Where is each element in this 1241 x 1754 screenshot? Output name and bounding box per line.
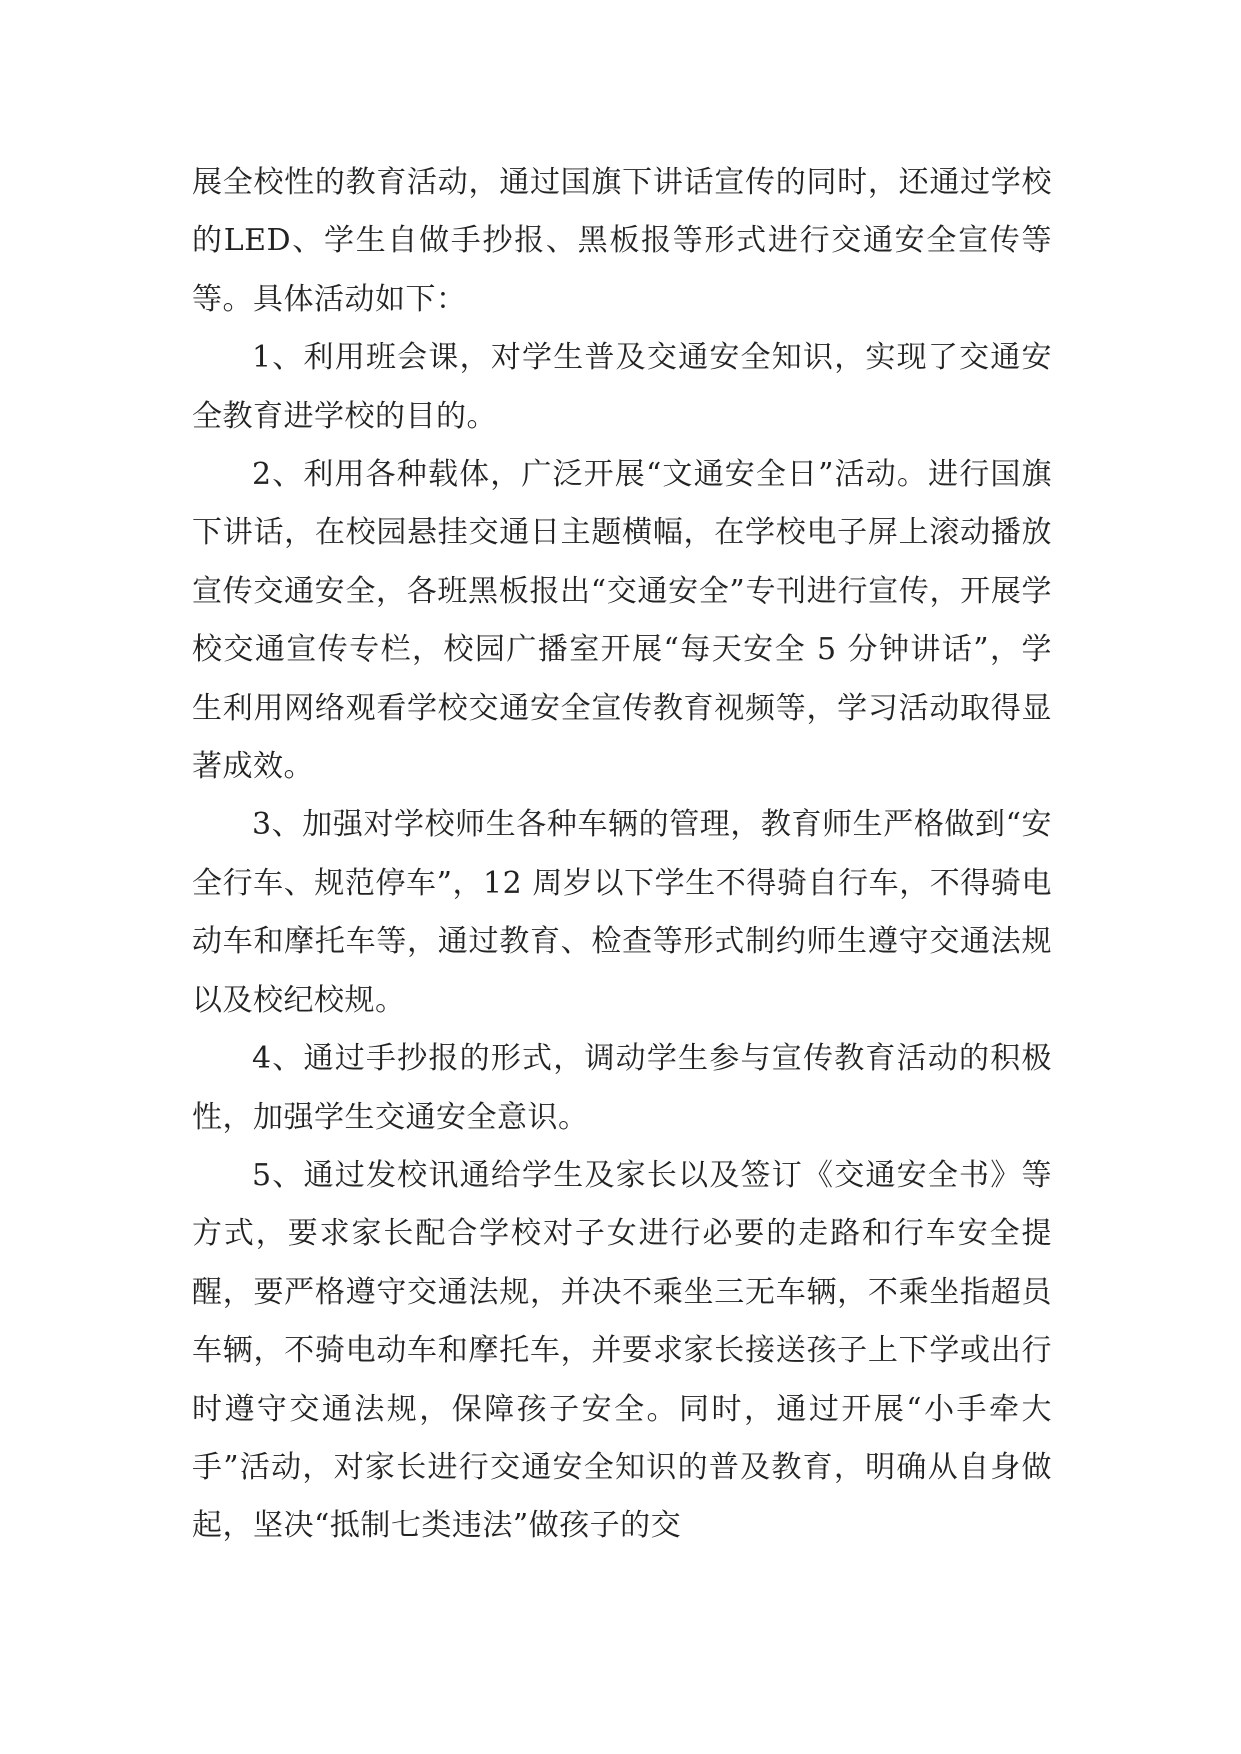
paragraph-intro: 展全校性的教育活动，通过国旗下讲话宣传的同时，还通过学校的LED、学生自做手抄报、黑板报等形式进行交通安全宣传等等。具体活动如下： [192, 165, 1052, 317]
paragraph-item-4: 4、通过手抄报的形式，调动学生参与宣传教育活动的积极性，加强学生交通安全意识。 [192, 1041, 1052, 1135]
paragraph-item-3: 3、加强对学校师生各种车辆的管理，教育师生严格做到“安全行车、规范停车”，12 周岁以下学生不得骑自行车，不得骑电动车和摩托车等，通过教育、检查等形式制约师生遵守交通法规以及校纪校规。 [192, 807, 1052, 1018]
paragraph-item-1: 1、利用班会课，对学生普及交通安全知识，实现了交通安全教育进学校的目的。 [192, 340, 1052, 434]
document-body [192, 154, 1052, 1556]
paragraph-item-5: 5、通过发校讯通给学生及家长以及签订《交通安全书》等方式，要求家长配合学校对子女进行必要的走路和行车安全提醒，要严格遵守交通法规，并决不乘坐三无车辆，不乘坐指超员车辆，不骑电动车和摩托车，并要求家长接送孩子上下学或出行时遵守交通法规，保障孩子安全。同时，通过开展“小手牵大手”活动，对家长进行交通安全知识的普及教育，明确从自身做起，坚决“抵制七类违法”做孩子的交 [192, 1157, 1052, 1544]
paragraph-item-2: 2、利用各种载体，广泛开展“文通安全日”活动。进行国旗下讲话，在校园悬挂交通日主题横幅，在学校电子屏上滚动播放宣传交通安全，各班黑板报出“交通安全”专刊进行宣传，开展学校交通宣传专栏，校园广播室开展“每天安全 5 分钟讲话”，学生利用网络观看学校交通安全宣传教育视频等，学习活动取得显著成效。 [192, 457, 1052, 785]
